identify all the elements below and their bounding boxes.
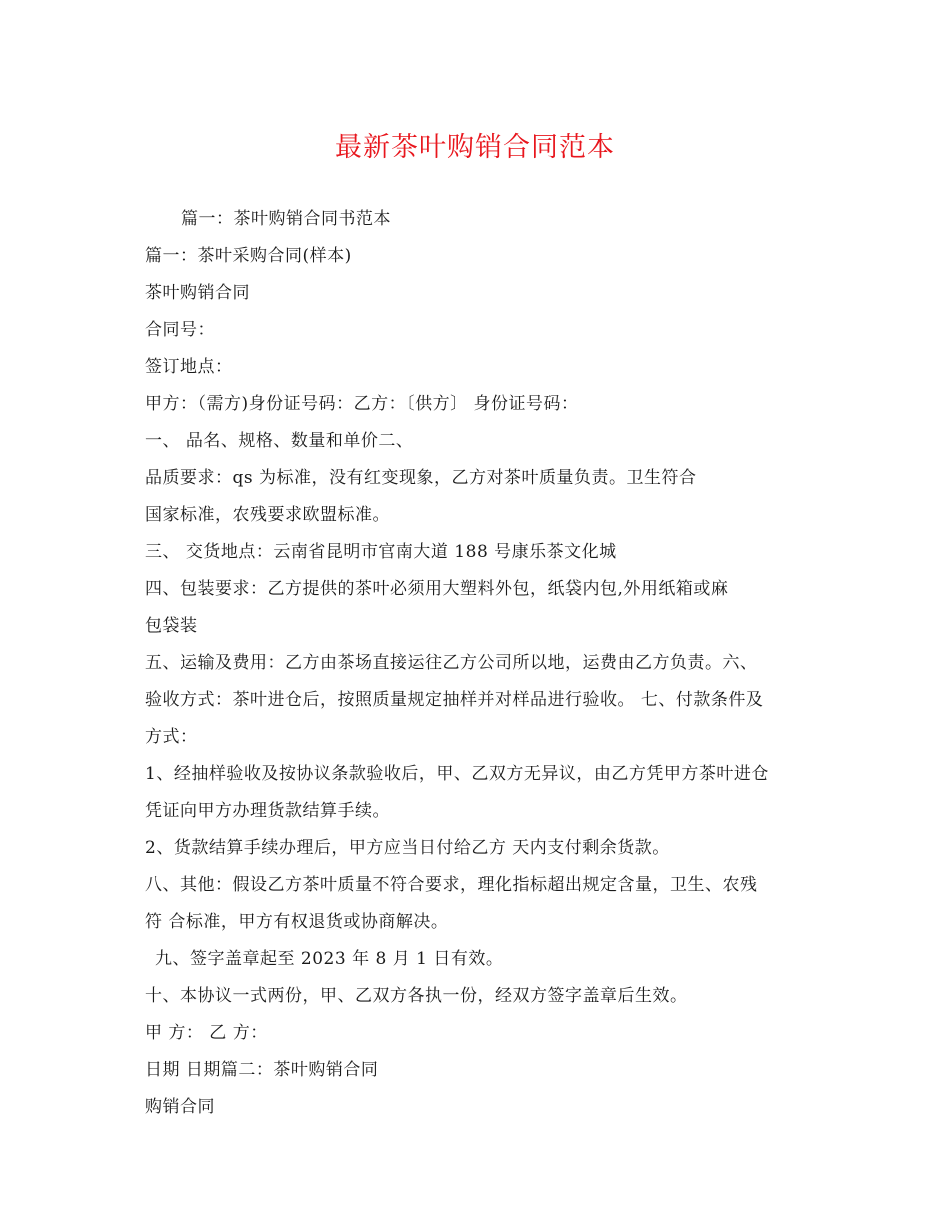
section-heading-1: 篇一：茶叶购销合同书范本 <box>181 209 391 229</box>
contract-name: 茶叶购销合同 <box>145 283 250 303</box>
clause-10: 十、本协议一式两份，甲、乙双方各执一份，经双方签字盖章后生效。 <box>145 986 688 1006</box>
clause-7-item-2: 2、货款结算手续办理后，甲方应当日付给乙方 天内支付剩余货款。 <box>145 838 670 858</box>
signature-parties: 甲 方： 乙 方： <box>145 1023 268 1043</box>
clause-1: 一、 品名、规格、数量和单价二、 <box>145 431 414 451</box>
clause-7-line-1: 方式： <box>145 727 198 747</box>
clause-2-line-1: 品质要求：qs 为标准，没有红变现象，乙方对茶叶质量负责。卫生符合 <box>145 468 697 488</box>
clause-7-item-1-line-2: 凭证向甲方办理货款结算手续。 <box>145 801 390 821</box>
document-title: 最新茶叶购销合同范本 <box>335 132 615 163</box>
clause-4-line-1: 四、包装要求：乙方提供的茶叶必须用大塑料外包，纸袋内包,外用纸箱或麻 <box>145 579 729 599</box>
clause-7-item-1-line-1: 1、经抽样验收及按协议条款验收后，甲、乙双方无异议，由乙方凭甲方茶叶进仓 <box>145 764 769 784</box>
clause-6-line-1: 验收方式：茶叶进仓后，按照质量规定抽样并对样品进行验收。 七、付款条件及 <box>145 690 764 710</box>
contract-number-label: 合同号： <box>145 320 215 340</box>
clause-3: 三、 交货地点：云南省昆明市官南大道 188 号康乐茶文化城 <box>145 542 617 562</box>
signing-location-label: 签订地点： <box>145 357 233 377</box>
clause-2-line-2: 国家标准，农残要求欧盟标准。 <box>145 505 390 525</box>
next-contract-title: 购销合同 <box>145 1097 215 1117</box>
clause-4-line-2: 包袋装 <box>145 616 198 636</box>
clause-8-line-1: 八、其他：假设乙方茶叶质量不符合要求，理化指标超出规定含量，卫生、农残 <box>145 875 758 895</box>
sub-heading: 篇一：茶叶采购合同(样本) <box>145 246 352 266</box>
document-body <box>145 201 825 1126</box>
clause-8-line-2: 符 合标准，甲方有权退货或协商解决。 <box>145 912 449 932</box>
clause-9: 九、签字盖章起至 2023 年 8 月 1 日有效。 <box>155 949 504 969</box>
parties-line: 甲方：（需方)身份证号码：乙方：〔供方〕 身份证号码： <box>145 394 579 414</box>
clause-5-line-1: 五、运输及费用：乙方由茶场直接运往乙方公司所以地，运费由乙方负责。六、 <box>145 653 758 673</box>
signature-dates: 日期 日期篇二：茶叶购销合同 <box>145 1060 379 1080</box>
